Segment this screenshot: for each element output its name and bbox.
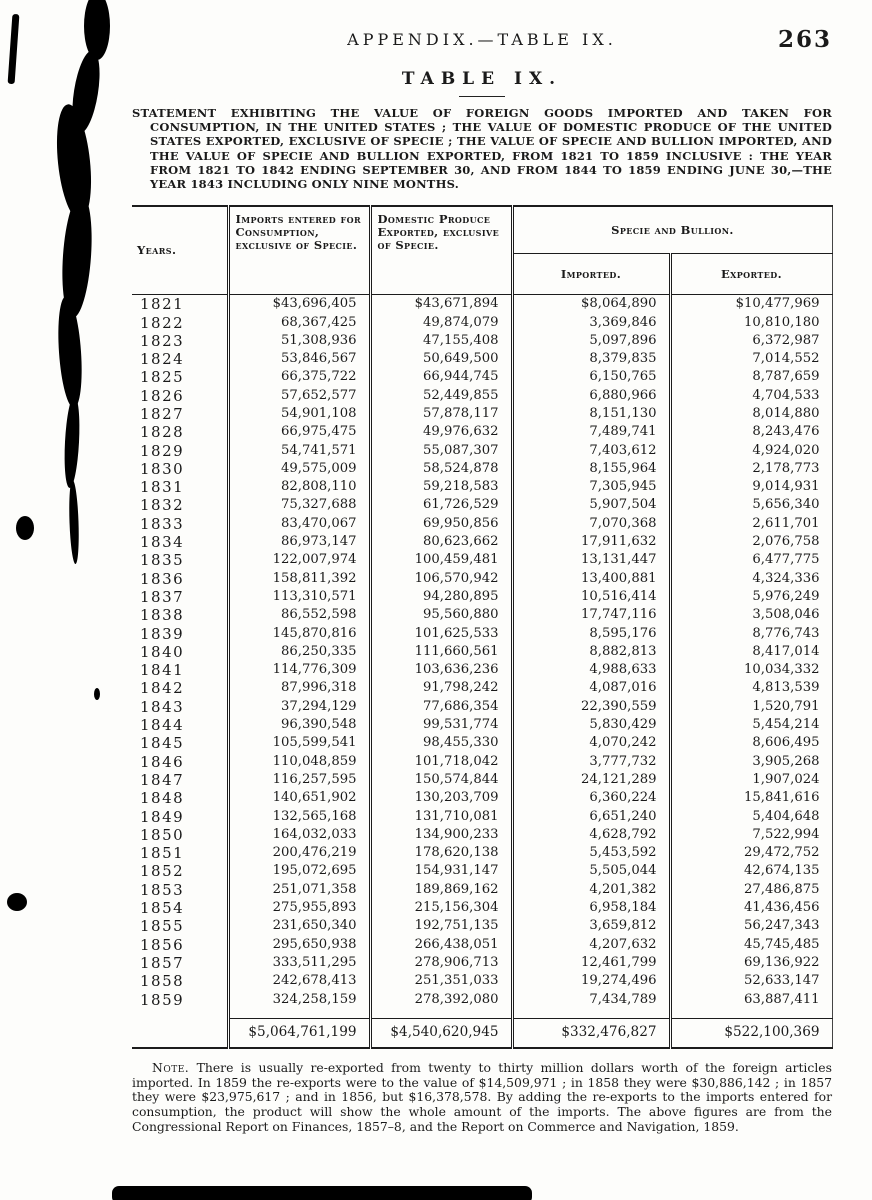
col-header-specie-and-bullion: Specie and Bullion. xyxy=(512,206,832,254)
year-cell: 1829 xyxy=(140,441,185,460)
specie-exported-cell: 56,247,343 xyxy=(670,917,832,935)
year-cell: 1857 xyxy=(140,953,185,972)
specie-exported-cell: 4,813,539 xyxy=(670,679,832,697)
domestic-produce-cell: 61,726,529 xyxy=(370,496,512,514)
col-header-specie-exported: Exported. xyxy=(670,254,832,295)
imports-cell: 110,048,859 xyxy=(228,753,370,771)
year-cell: 1827 xyxy=(140,405,185,423)
imports-cell: 54,741,571 xyxy=(228,442,370,460)
imports-cell: 242,678,413 xyxy=(228,972,370,990)
specie-imported-cell: 4,207,632 xyxy=(512,936,670,954)
specie-exported-cell: 9,014,931 xyxy=(670,478,832,496)
specie-imported-cell: 7,489,741 xyxy=(512,423,670,441)
totals-empty-cell xyxy=(132,1018,228,1048)
imports-cell: 158,811,392 xyxy=(228,570,370,588)
specie-exported-cell: 2,611,701 xyxy=(670,515,832,533)
year-cell: 1848 xyxy=(140,789,185,808)
domestic-produce-cell: 189,869,162 xyxy=(370,881,512,899)
specie-imported-cell: 3,369,846 xyxy=(512,314,670,332)
specie-exported-cell: 10,034,332 xyxy=(670,661,832,679)
table-footer xyxy=(132,1018,832,1048)
year-cell: 1828 xyxy=(140,423,185,442)
imports-cell: 37,294,129 xyxy=(228,698,370,716)
domestic-produce-cell: $43,671,894 xyxy=(370,295,512,314)
year-cell: 1841 xyxy=(140,661,185,680)
specie-imported-cell: 5,907,504 xyxy=(512,496,670,514)
year-cell: 1849 xyxy=(140,807,185,826)
specie-imported-cell: 24,121,289 xyxy=(512,771,670,789)
imports-cell: 51,308,936 xyxy=(228,332,370,350)
specie-exported-cell: 5,976,249 xyxy=(670,588,832,606)
domestic-produce-cell: 106,570,942 xyxy=(370,570,512,588)
specie-exported-cell: 3,905,268 xyxy=(670,753,832,771)
col-header-imports: Imports entered for Consumption, exclusive of Specie. xyxy=(228,206,370,295)
specie-exported-cell: 5,656,340 xyxy=(670,496,832,514)
year-cell: 1858 xyxy=(140,972,185,991)
specie-exported-cell: 2,076,758 xyxy=(670,533,832,551)
specie-imported-cell: 19,274,496 xyxy=(512,972,670,990)
table-row xyxy=(132,789,832,807)
imports-cell: 96,390,548 xyxy=(228,716,370,734)
specie-exported-cell: 69,136,922 xyxy=(670,954,832,972)
table-row xyxy=(132,643,832,661)
domestic-produce-cell: 266,438,051 xyxy=(370,936,512,954)
title-rule xyxy=(459,96,505,97)
specie-imported-cell: 3,777,732 xyxy=(512,753,670,771)
domestic-produce-cell: 111,660,561 xyxy=(370,643,512,661)
ink-mark-small-2 xyxy=(94,688,100,700)
table-row xyxy=(132,954,832,972)
year-cell: 1831 xyxy=(140,478,185,497)
total-specie-imported: $332,476,827 xyxy=(512,1018,670,1048)
year-cell: 1839 xyxy=(140,624,185,643)
year-cell: 1851 xyxy=(140,844,185,863)
table-row xyxy=(132,716,832,734)
imports-cell: 105,599,541 xyxy=(228,734,370,752)
domestic-produce-cell: 103,636,236 xyxy=(370,661,512,679)
col-header-specie-imported: Imported. xyxy=(512,254,670,295)
domestic-produce-cell: 150,574,844 xyxy=(370,771,512,789)
year-cell: 1836 xyxy=(140,569,185,588)
specie-imported-cell: 8,151,130 xyxy=(512,405,670,423)
specie-imported-cell: 6,880,966 xyxy=(512,387,670,405)
table-row xyxy=(132,826,832,844)
specie-imported-cell: 8,379,835 xyxy=(512,350,670,368)
domestic-produce-cell: 66,944,745 xyxy=(370,368,512,386)
running-head: APPENDIX.—TABLE IX. xyxy=(347,30,617,49)
domestic-produce-cell: 57,878,117 xyxy=(370,405,512,423)
totals-row xyxy=(132,1018,832,1048)
table-row xyxy=(132,515,832,533)
table-row xyxy=(132,533,832,551)
domestic-produce-cell: 98,455,330 xyxy=(370,734,512,752)
year-cell: 1843 xyxy=(140,697,185,716)
year-cell: 1833 xyxy=(140,514,185,533)
specie-imported-cell: 3,659,812 xyxy=(512,917,670,935)
year-cell: 1821 xyxy=(140,295,185,314)
total-specie-exported: $522,100,369 xyxy=(670,1018,832,1048)
table-row xyxy=(132,442,832,460)
imports-cell: $43,696,405 xyxy=(228,295,370,314)
domestic-produce-cell: 59,218,583 xyxy=(370,478,512,496)
imports-cell: 324,258,159 xyxy=(228,991,370,1019)
year-cell: 1837 xyxy=(140,587,185,606)
domestic-produce-cell: 77,686,354 xyxy=(370,698,512,716)
table-row xyxy=(132,917,832,935)
table-row xyxy=(132,314,832,332)
imports-cell: 140,651,902 xyxy=(228,789,370,807)
year-cell: 1846 xyxy=(140,752,185,771)
specie-exported-cell: 1,907,024 xyxy=(670,771,832,789)
year-cell: 1850 xyxy=(140,825,185,844)
specie-imported-cell: 4,201,382 xyxy=(512,881,670,899)
imports-cell: 114,776,309 xyxy=(228,661,370,679)
specie-imported-cell: 12,461,799 xyxy=(512,954,670,972)
domestic-produce-cell: 215,156,304 xyxy=(370,899,512,917)
table-row xyxy=(132,405,832,423)
domestic-produce-cell: 192,751,135 xyxy=(370,917,512,935)
table-row xyxy=(132,423,832,441)
statement-caption: STATEMENT EXHIBITING THE VALUE OF FOREIGN GOODS IMPORTED AND TAKEN FOR CONSUMPTION, IN THE UNITED STATES ; THE VALUE OF DOMESTIC PRODUCE OF THE UNITED STATES EXPORTED, EXCLUSIVE OF SPECIE ; THE VALUE OF SPECIE AND BULLION IMPORTED, AND THE VALUE OF SPECIE AND BULLION EXPORTED, FROM 1821 TO 1859 INCLUSIVE : THE YEAR FROM 1821 TO 1842 ENDING SEPTEMBER 30, AND FROM 1844 TO 1859 ENDING JUNE 30,—THE YEAR 1843 INCLUDING ONLY NINE MONTHS. xyxy=(132,106,832,192)
year-cell: 1832 xyxy=(140,496,185,515)
specie-imported-cell: 22,390,559 xyxy=(512,698,670,716)
domestic-produce-cell: 178,620,138 xyxy=(370,844,512,862)
table-row xyxy=(132,844,832,862)
page-content xyxy=(132,0,832,1135)
imports-cell: 195,072,695 xyxy=(228,862,370,880)
imports-cell: 231,650,340 xyxy=(228,917,370,935)
specie-exported-cell: 29,472,752 xyxy=(670,844,832,862)
specie-imported-cell: 7,403,612 xyxy=(512,442,670,460)
domestic-produce-cell: 99,531,774 xyxy=(370,716,512,734)
year-cell: 1854 xyxy=(140,899,185,918)
table-row xyxy=(132,625,832,643)
specie-exported-cell: 45,745,485 xyxy=(670,936,832,954)
specie-imported-cell: 4,070,242 xyxy=(512,734,670,752)
domestic-produce-cell: 95,560,880 xyxy=(370,606,512,624)
specie-exported-cell: 8,787,659 xyxy=(670,368,832,386)
table-row xyxy=(132,295,832,314)
domestic-produce-cell: 58,524,878 xyxy=(370,460,512,478)
specie-imported-cell: 4,628,792 xyxy=(512,826,670,844)
specie-imported-cell: 10,516,414 xyxy=(512,588,670,606)
specie-imported-cell: 6,150,765 xyxy=(512,368,670,386)
specie-exported-cell: $10,477,969 xyxy=(670,295,832,314)
footnote xyxy=(132,1061,832,1135)
domestic-produce-cell: 55,087,307 xyxy=(370,442,512,460)
specie-exported-cell: 2,178,773 xyxy=(670,460,832,478)
ink-mark-small-1 xyxy=(16,516,34,540)
domestic-produce-cell: 52,449,855 xyxy=(370,387,512,405)
specie-imported-cell: 8,595,176 xyxy=(512,625,670,643)
domestic-produce-cell: 251,351,033 xyxy=(370,972,512,990)
table-row xyxy=(132,808,832,826)
specie-exported-cell: 10,810,180 xyxy=(670,314,832,332)
specie-imported-cell: 5,830,429 xyxy=(512,716,670,734)
year-cell: 1844 xyxy=(140,716,185,735)
domestic-produce-cell: 130,203,709 xyxy=(370,789,512,807)
specie-imported-cell: 4,988,633 xyxy=(512,661,670,679)
specie-exported-cell: 63,887,411 xyxy=(670,991,832,1019)
year-cell: 1824 xyxy=(140,350,185,369)
imports-cell: 275,955,893 xyxy=(228,899,370,917)
specie-imported-cell: 17,747,116 xyxy=(512,606,670,624)
domestic-produce-cell: 80,623,662 xyxy=(370,533,512,551)
imports-cell: 164,032,033 xyxy=(228,826,370,844)
table-row xyxy=(132,936,832,954)
specie-exported-cell: 5,404,648 xyxy=(670,808,832,826)
ink-bar-bottom xyxy=(112,1186,532,1200)
imports-cell: 57,652,577 xyxy=(228,387,370,405)
year-cell: 1823 xyxy=(140,331,185,350)
specie-imported-cell: 5,097,896 xyxy=(512,332,670,350)
table-header xyxy=(132,206,832,295)
imports-cell: 75,327,688 xyxy=(228,496,370,514)
year-cell: 1825 xyxy=(140,368,185,387)
specie-exported-cell: 7,522,994 xyxy=(670,826,832,844)
table-row xyxy=(132,972,832,990)
year-cell: 1830 xyxy=(140,459,185,478)
imports-cell: 122,007,974 xyxy=(228,551,370,569)
specie-imported-cell: 8,882,813 xyxy=(512,643,670,661)
table-title: TABLE IX. xyxy=(401,69,563,89)
domestic-produce-cell: 49,976,632 xyxy=(370,423,512,441)
specie-exported-cell: 6,372,987 xyxy=(670,332,832,350)
domestic-produce-cell: 278,392,080 xyxy=(370,991,512,1019)
imports-cell: 333,511,295 xyxy=(228,954,370,972)
domestic-produce-cell: 49,874,079 xyxy=(370,314,512,332)
year-cell: 1838 xyxy=(140,606,185,625)
specie-exported-cell: 6,477,775 xyxy=(670,551,832,569)
year-cell: 1859 xyxy=(140,990,185,1009)
domestic-produce-cell: 69,950,856 xyxy=(370,515,512,533)
domestic-produce-cell: 50,649,500 xyxy=(370,350,512,368)
specie-exported-cell: 8,776,743 xyxy=(670,625,832,643)
total-domestic-produce: $4,540,620,945 xyxy=(370,1018,512,1048)
domestic-produce-cell: 94,280,895 xyxy=(370,588,512,606)
domestic-produce-cell: 134,900,233 xyxy=(370,826,512,844)
specie-imported-cell: 6,651,240 xyxy=(512,808,670,826)
year-cell: 1840 xyxy=(140,642,185,661)
statistics-table xyxy=(132,205,833,1049)
year-cell: 1852 xyxy=(140,862,185,881)
table-row xyxy=(132,899,832,917)
imports-cell: 83,470,067 xyxy=(228,515,370,533)
specie-imported-cell: 7,070,368 xyxy=(512,515,670,533)
specie-imported-cell: 8,155,964 xyxy=(512,460,670,478)
table-row xyxy=(132,661,832,679)
specie-exported-cell: 27,486,875 xyxy=(670,881,832,899)
table-row xyxy=(132,496,832,514)
ink-smudge-left xyxy=(8,0,110,564)
footnote-text: There is usually re-exported from twenty to thirty million dollars worth of the foreign articles imported. In 1859 the re-exports were to the value of $14,509,971 ; in 1858 they were $30,886,142 ; in 1857 they were $23,975,617 ; and in 1856, but $16,378,578. By adding the re-exports to the imports entered for consumption, the product will show the whole amount of the imports. The above figures are from the Congressional Report on Finances, 1857–8, and the Report on Commerce and Navigation, 1859. xyxy=(132,1059,832,1134)
col-header-domestic-produce: Domestic Produce Exported, exclusive of Specie. xyxy=(370,206,512,295)
table-row xyxy=(132,478,832,496)
imports-cell: 86,552,598 xyxy=(228,606,370,624)
imports-cell: 66,975,475 xyxy=(228,423,370,441)
imports-cell: 53,846,567 xyxy=(228,350,370,368)
specie-exported-cell: 4,324,336 xyxy=(670,570,832,588)
year-cell: 1835 xyxy=(140,551,185,570)
domestic-produce-cell: 91,798,242 xyxy=(370,679,512,697)
total-imports: $5,064,761,199 xyxy=(228,1018,370,1048)
specie-imported-cell: 5,453,592 xyxy=(512,844,670,862)
year-cell: 1856 xyxy=(140,935,185,954)
table-body xyxy=(132,295,832,1019)
table-row xyxy=(132,588,832,606)
specie-exported-cell: 41,436,456 xyxy=(670,899,832,917)
table-row xyxy=(132,753,832,771)
table-row xyxy=(132,881,832,899)
specie-imported-cell: 5,505,044 xyxy=(512,862,670,880)
year-cell: 1822 xyxy=(140,313,185,332)
specie-exported-cell: 8,243,476 xyxy=(670,423,832,441)
table-row xyxy=(132,460,832,478)
table-row xyxy=(132,771,832,789)
specie-exported-cell: 8,417,014 xyxy=(670,643,832,661)
domestic-produce-cell: 100,459,481 xyxy=(370,551,512,569)
imports-cell: 86,250,335 xyxy=(228,643,370,661)
domestic-produce-cell: 154,931,147 xyxy=(370,862,512,880)
table-row xyxy=(132,862,832,880)
table-row xyxy=(132,679,832,697)
domestic-produce-cell: 278,906,713 xyxy=(370,954,512,972)
year-cell: 1847 xyxy=(140,770,185,789)
domestic-produce-cell: 101,718,042 xyxy=(370,753,512,771)
domestic-produce-cell: 131,710,081 xyxy=(370,808,512,826)
imports-cell: 295,650,938 xyxy=(228,936,370,954)
table-row xyxy=(132,332,832,350)
table-row xyxy=(132,991,832,1019)
imports-cell: 145,870,816 xyxy=(228,625,370,643)
table-row xyxy=(132,551,832,569)
specie-imported-cell: 7,305,945 xyxy=(512,478,670,496)
specie-exported-cell: 52,633,147 xyxy=(670,972,832,990)
specie-imported-cell: 13,400,881 xyxy=(512,570,670,588)
domestic-produce-cell: 47,155,408 xyxy=(370,332,512,350)
imports-cell: 66,375,722 xyxy=(228,368,370,386)
specie-imported-cell: 7,434,789 xyxy=(512,991,670,1019)
imports-cell: 113,310,571 xyxy=(228,588,370,606)
footnote-label: Note. xyxy=(152,1059,190,1075)
imports-cell: 87,996,318 xyxy=(228,679,370,697)
imports-cell: 251,071,358 xyxy=(228,881,370,899)
year-cell: 1834 xyxy=(140,533,185,552)
domestic-produce-cell: 101,625,533 xyxy=(370,625,512,643)
col-header-years: Years. xyxy=(132,206,228,295)
table-row xyxy=(132,698,832,716)
table-row xyxy=(132,570,832,588)
imports-cell: 54,901,108 xyxy=(228,405,370,423)
imports-cell: 200,476,219 xyxy=(228,844,370,862)
year-cell: 1845 xyxy=(140,734,185,753)
year-cell: 1842 xyxy=(140,679,185,698)
table-row xyxy=(132,387,832,405)
specie-exported-cell: 1,520,791 xyxy=(670,698,832,716)
specie-exported-cell: 3,508,046 xyxy=(670,606,832,624)
page-number: 263 xyxy=(778,26,833,53)
table-row xyxy=(132,350,832,368)
specie-imported-cell: $8,064,890 xyxy=(512,295,670,314)
table-row xyxy=(132,606,832,624)
specie-exported-cell: 4,704,533 xyxy=(670,387,832,405)
year-cell: 1853 xyxy=(140,880,185,899)
year-cell: 1826 xyxy=(140,386,185,405)
specie-exported-cell: 5,454,214 xyxy=(670,716,832,734)
specie-exported-cell: 4,924,020 xyxy=(670,442,832,460)
specie-imported-cell: 13,131,447 xyxy=(512,551,670,569)
specie-exported-cell: 8,606,495 xyxy=(670,734,832,752)
specie-exported-cell: 8,014,880 xyxy=(670,405,832,423)
imports-cell: 132,565,168 xyxy=(228,808,370,826)
specie-imported-cell: 17,911,632 xyxy=(512,533,670,551)
specie-imported-cell: 6,360,224 xyxy=(512,789,670,807)
table-row xyxy=(132,368,832,386)
imports-cell: 116,257,595 xyxy=(228,771,370,789)
specie-exported-cell: 15,841,616 xyxy=(670,789,832,807)
specie-imported-cell: 6,958,184 xyxy=(512,899,670,917)
year-cell: 1855 xyxy=(140,917,185,936)
table-row xyxy=(132,734,832,752)
ink-mark-small-3 xyxy=(7,893,27,911)
imports-cell: 68,367,425 xyxy=(228,314,370,332)
imports-cell: 49,575,009 xyxy=(228,460,370,478)
imports-cell: 86,973,147 xyxy=(228,533,370,551)
specie-exported-cell: 7,014,552 xyxy=(670,350,832,368)
specie-exported-cell: 42,674,135 xyxy=(670,862,832,880)
imports-cell: 82,808,110 xyxy=(228,478,370,496)
specie-imported-cell: 4,087,016 xyxy=(512,679,670,697)
